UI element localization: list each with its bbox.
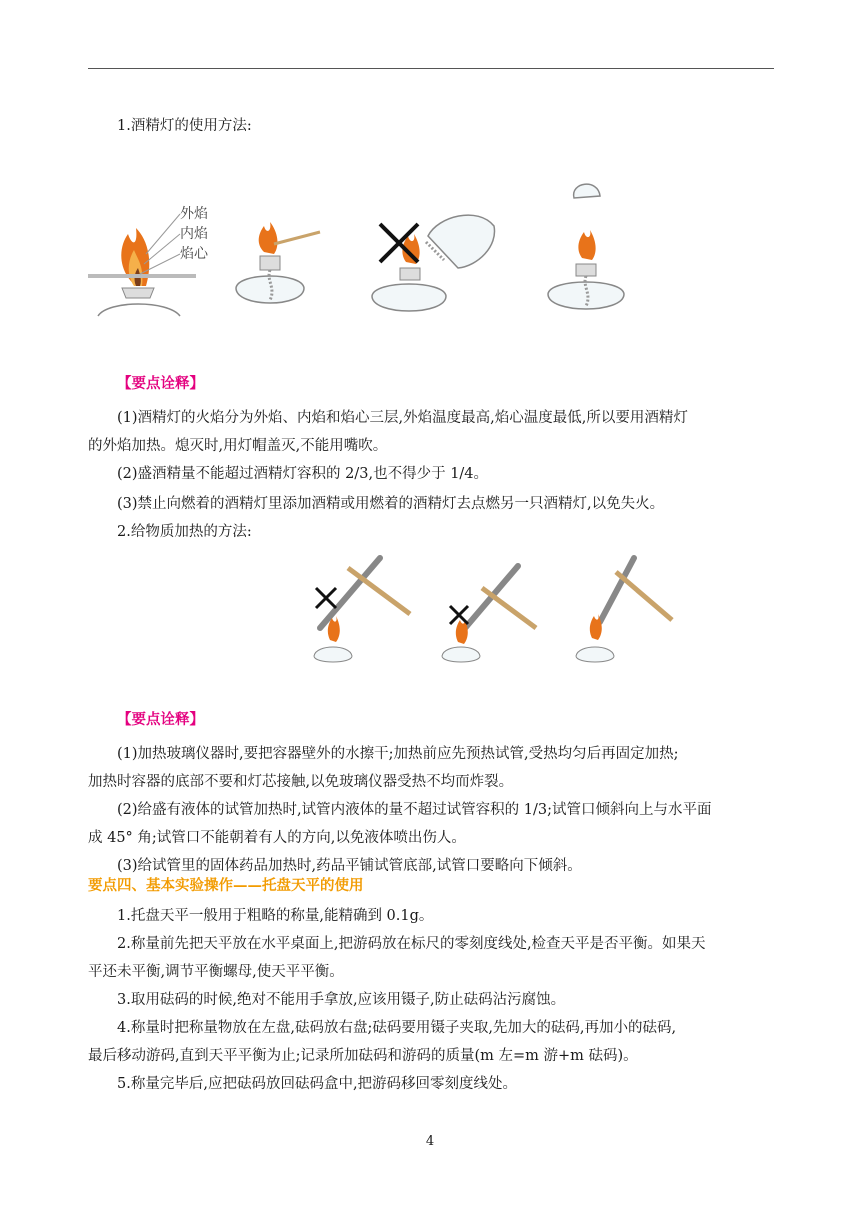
key-points-tag-1: 【要点诠释】 [117, 375, 204, 392]
alcohol-lamp-figure [88, 176, 648, 326]
balance-item-4-line1: 4.称量时把称量物放在左盘,砝码放右盘;砝码要用镊子夹取,先加大的砝码,再加小的砝码, [117, 1020, 677, 1036]
key-points-tag-2: 【要点诠释】 [117, 711, 204, 728]
note1-line3: (2)盛酒精量不能超过酒精灯容积的 2/3,也不得少于 1/4。 [117, 466, 489, 482]
balance-item-5: 5.称量完毕后,应把砝码放回砝码盒中,把游码移回零刻度线处。 [117, 1076, 518, 1092]
note1-line1: (1)酒精灯的火焰分为外焰、内焰和焰心三层,外焰温度最高,焰心温度最低,所以要用酒精灯 [117, 410, 688, 426]
lamp-lit-with-match [236, 222, 320, 303]
section-title-balance: 要点四、基本实验操作——托盘天平的使用 [88, 877, 364, 894]
heading-alcohol-lamp: 1.酒精灯的使用方法: [117, 118, 252, 134]
page-number: 4 [425, 1134, 435, 1149]
label-inner-flame: 内焰 [180, 226, 208, 242]
lamp-body [98, 304, 180, 316]
test-tube-wrong-1 [314, 558, 410, 662]
note2-line2: 加热时容器的底部不要和灯芯接触,以免玻璃仪器受热不均而炸裂。 [88, 774, 514, 790]
balance-item-2-line2: 平还未平衡,调节平衡螺母,使天平平衡。 [88, 964, 344, 980]
note1-line4: (3)禁止向燃着的酒精灯里添加酒精或用燃着的酒精灯去点燃另一只酒精灯,以免失火。 [117, 496, 665, 512]
note1-line2: 的外焰加热。熄灭时,用灯帽盖灭,不能用嘴吹。 [88, 438, 388, 454]
lamp-cap [574, 184, 600, 198]
label-outer-flame: 外焰 [180, 206, 208, 222]
note2-line4: 成 45° 角;试管口不能朝着有人的方向,以免液体喷出伤人。 [88, 830, 466, 846]
lamp-with-cap [548, 184, 624, 309]
flame-structure-diagram [88, 206, 209, 316]
header-rule [88, 68, 774, 69]
lamp-forbidden-lighting [372, 215, 495, 311]
lamp-top [122, 288, 154, 298]
balance-item-4-line2: 最后移动游码,直到天平平衡为止;记录所加砝码和游码的质量(m 左=m 游+m 砝码)。 [88, 1048, 638, 1064]
balance-item-1: 1.托盘天平一般用于粗略的称量,能精确到 0.1g。 [117, 908, 434, 924]
test-tube-correct [576, 558, 672, 662]
balance-item-3: 3.取用砝码的时候,绝对不能用手拿放,应该用镊子,防止砝码沾污腐蚀。 [117, 992, 566, 1008]
wire-gauze [88, 274, 196, 278]
heading-heating-method: 2.给物质加热的方法: [117, 524, 252, 540]
test-tube-wrong-2 [442, 566, 536, 662]
note2-line3: (2)给盛有液体的试管加热时,试管内液体的量不超过试管容积的 1/3;试管口倾斜向上与水平面 [117, 802, 712, 818]
note2-line5: (3)给试管里的固体药品加热时,药品平铺试管底部,试管口要略向下倾斜。 [117, 858, 582, 874]
note2-line1: (1)加热玻璃仪器时,要把容器壁外的水擦干;加热前应先预热试管,受热均匀后再固定加热; [117, 746, 679, 762]
balance-item-2-line1: 2.称量前先把天平放在水平桌面上,把游码放在标尺的零刻度线处,检查天平是否平衡。如果天 [117, 936, 706, 952]
label-flame-core: 焰心 [180, 246, 208, 262]
test-tube-heating-figure [300, 548, 690, 666]
